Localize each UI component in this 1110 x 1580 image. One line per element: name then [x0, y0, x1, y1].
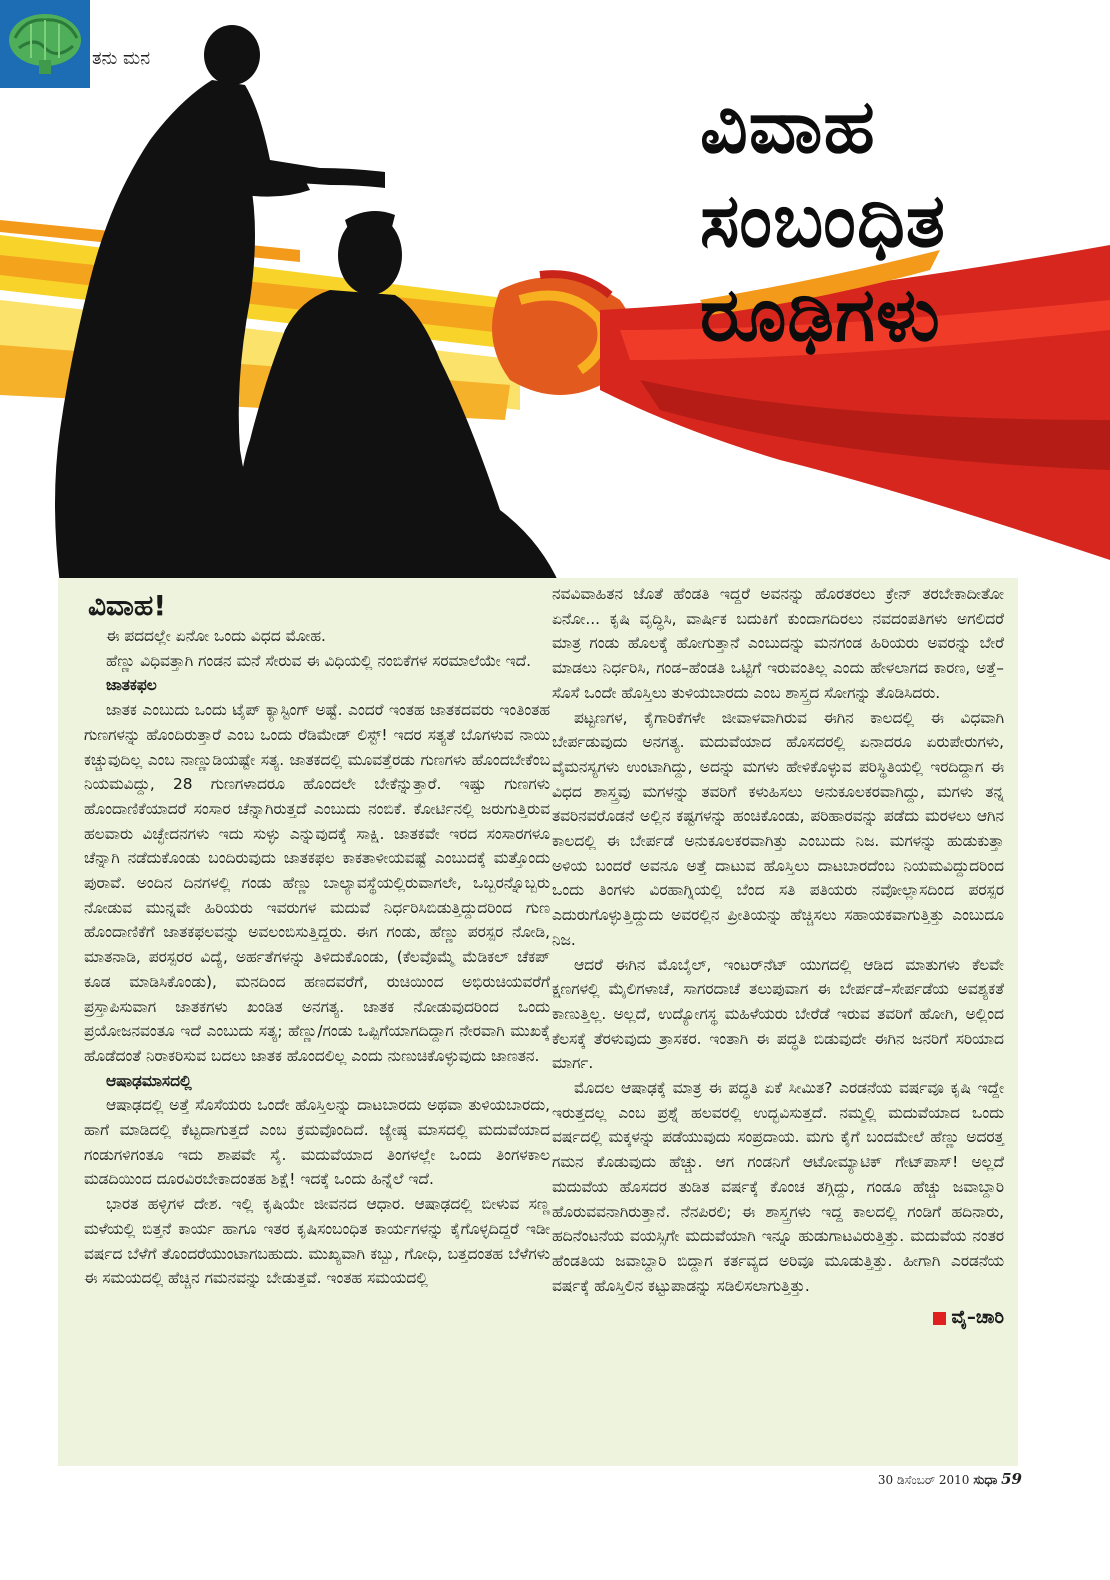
subheading-ashadha: ಆಷಾಢಮಾಸದಲ್ಲಿ: [106, 1071, 192, 1090]
paragraph: ನವವಿವಾಹಿತನ ಜೊತೆ ಹೆಂಡತಿ ಇದ್ದರೆ ಅವನನ್ನು ಹೊರತರಲು ಕ್ರೇನ್ ತರಬೇಕಾದೀತೋ ಏನೋ... ಕೃಷಿ ವೃದ್ಧಿಸಿ, ವಾರ್ಷಿಕ ಬದುಕಿಗೆ ಕುಂದಾಗದಿರಲು ನವದಂಪತಿಗಳು ಅಗಲಿದರೆ ಮಾತ್ರ ಗಂಡು ಹೊಲಕ್ಕೆ ಹೋಗುತ್ತಾನೆ ಎಂಬುದನ್ನು ಮನಗಂಡ ಹಿರಿಯರು ಅವರನ್ನು ಬೇರೆ ಮಾಡಲು ನಿರ್ಧರಿಸಿ, ಗಂಡ–ಹೆಂಡತಿ ಒಟ್ಟಿಗೆ ಇರುವಂತಿಲ್ಲ ಎಂದು ಹೇಳಲಾಗದ ಕಾರಣ, ಅತ್ತೆ–ಸೊಸೆ ಒಂದೇ ಹೊಸ್ತಿಲು ತುಳಿಯಬಾರದು ಎಂಬ ಶಾಸ್ತ್ರದ ಸೋಗನ್ನು ತೊಡಿಸಿದರು.: [552, 585, 1004, 702]
column-left: [84, 588, 550, 1291]
subheading-horoscope: ಜಾತಕಫಲ: [106, 676, 157, 695]
author-byline: [552, 1306, 1004, 1331]
paragraph: ಆಷಾಢದಲ್ಲಿ ಅತ್ತೆ ಸೊಸೆಯರು ಒಂದೇ ಹೊಸ್ತಿಲನ್ನು ದಾಟಬಾರದು ಅಥವಾ ತುಳಿಯಬಾರದು, ಹಾಗೆ ಮಾಡಿದಲ್ಲಿ ಕೆಟ್ಟದಾಗುತ್ತದೆ ಎಂಬ ಕ್ರಮವೊಂದಿದೆ. ಜ್ಯೇಷ್ಠ ಮಾಸದಲ್ಲಿ ಮದುವೆಯಾದ ಗಂಡುಗಳಿಗಂತೂ ಇದು ಶಾಪವೇ ಸೈ. ಮದುವೆಯಾದ ತಿಂಗಳಲ್ಲೇ ಒಂದು ತಿಂಗಳಕಾಲ ಮಡದಿಯಿಂದ ದೂರವಿರಬೇಕಾದಂತಹ ಶಿಕ್ಷೆ! ಇದಕ್ಕೆ ಒಂದು ಹಿನ್ನೆಲೆ ಇದೆ.: [84, 1096, 550, 1189]
paragraph: ಭಾರತ ಹಳ್ಳಿಗಳ ದೇಶ. ಇಲ್ಲಿ ಕೃಷಿಯೇ ಜೀವನದ ಆಧಾರ. ಆಷಾಢದಲ್ಲಿ ಬೀಳುವ ಸಣ್ಣ ಮಳೆಯಲ್ಲಿ ಬಿತ್ತನೆ ಕಾರ್ಯ ಹಾಗೂ ಇತರ ಕೃಷಿಸಂಬಂಧಿತ ಕಾರ್ಯಗಳನ್ನು ಕೈಗೊಳ್ಳದಿದ್ದರೆ ಇಡೀ ವರ್ಷದ ಬೆಳೆಗೆ ತೊಂದರೆಯುಂಟಾಗಬಹುದು. ಮುಖ್ಯವಾಗಿ ಕಬ್ಬು, ಗೋಧಿ, ಬತ್ತದಂತಹ ಬೆಳೆಗಳು ಈ ಸಮಯದಲ್ಲಿ ಹೆಚ್ಚಿನ ಗಮನವನ್ನು ಬೇಡುತ್ತವೆ. ಇಂತಹ ಸಮಯದಲ್ಲಿ: [84, 1195, 550, 1288]
article-body: [58, 578, 1018, 1466]
paragraph: ಈ ಪದದಲ್ಲೇ ಏನೋ ಒಂದು ವಿಧದ ಮೋಹ.: [106, 627, 326, 645]
title-line: ವಿವಾಹ: [700, 84, 876, 170]
column-right: [552, 582, 1004, 1331]
section-label: ತನು ಮನ: [92, 48, 151, 69]
paragraph: ಜಾತಕ ಎಂಬುದು ಒಂದು ಟೈಪ್ ಕ್ಯಾಸ್ಟಿಂಗ್ ಅಷ್ಟೆ. ಎಂದರೆ ಇಂತಹ ಜಾತಕದವರು ಇಂತಿಂತಹ ಗುಣಗಳನ್ನು ಹೊಂದಿರುತ್ತಾರೆ ಎಂಬ ಒಂದು ರೆಡಿಮೇಡ್ ಲಿಸ್ಟ್! ಇದರ ಸತ್ಯತೆ ಬೊಗಳುವ ನಾಯಿ ಕಚ್ಚುವುದಿಲ್ಲ ಎಂಬ ನಾಣ್ಣುಡಿಯಷ್ಟೇ ಸತ್ಯ. ಜಾತಕದಲ್ಲಿ ಮೂವತ್ತೆರಡು ಗುಣಗಳು ಹೊಂದಬೇಕೆಂಬ ನಿಯಮವಿದ್ದು, 28 ಗುಣಗಳಾದರೂ ಹೊಂದಲೇ ಬೇಕೆನ್ನುತ್ತಾರೆ. ಇಷ್ಟು ಗುಣಗಳು ಹೊಂದಾಣಿಕೆಯಾದರೆ ಸಂಸಾರ ಚೆನ್ನಾಗಿರುತ್ತದೆ ಎಂಬುದು ನಂಬಿಕೆ. ಕೋರ್ಟಿನಲ್ಲಿ ಜರುಗುತ್ತಿರುವ ಹಲವಾರು ವಿಚ್ಛೇದನಗಳು ಇದು ಸುಳ್ಳು ಎನ್ನುವುದಕ್ಕೆ ಸಾಕ್ಷಿ. ಜಾತಕವೇ ಇರದ ಸಂಸಾರಗಳೂ ಚೆನ್ನಾಗಿ ನಡೆದುಕೊಂಡು ಬಂದಿರುವುದು ಜಾತಕಫಲ ಕಾಕತಾಳೀಯವಷ್ಟೆ ಎಂಬುದಕ್ಕೆ ಮತ್ತೊಂದು ಪುರಾವೆ. ಅಂದಿನ ದಿನಗಳಲ್ಲಿ ಗಂಡು ಹೆಣ್ಣು ಬಾಲ್ಯಾವಸ್ಥೆಯಲ್ಲಿರುವಾಗಲೇ, ಒಬ್ಬರನ್ನೊಬ್ಬರು ನೋಡುವ ಮುನ್ನವೇ ಹಿರಿಯರು ಇವರುಗಳ ಮದುವೆ ನಿರ್ಧರಿಸಿಬಿಡುತ್ತಿದ್ದುದರಿಂದ ಗುಣ ಹೊಂದಾಣಿಕೆಗೆ ಜಾತಕಫಲವನ್ನು ಅವಲಂಬಿಸುತ್ತಿದ್ದರು. ಈಗ ಗಂಡು, ಹೆಣ್ಣು ಪರಸ್ಪರ ನೋಡಿ, ಮಾತನಾಡಿ, ಪರಸ್ಪರರ ವಿದ್ಯೆ, ಅರ್ಹತೆಗಳನ್ನು ತಿಳಿದುಕೊಂಡು, (ಕೆಲವೊಮ್ಮೆ ಮೆಡಿಕಲ್ ಚೆಕಪ್ ಕೂಡ ಮಾಡಿಸಿಕೊಂಡು), ಮನದಿಂದ ಹಣದವರೆಗೆ, ರುಚಿಯಿಂದ ಅಭಿರುಚಿಯವರೆಗೆ ಪ್ರಸ್ತಾಪಿಸುವಾಗ ಜಾತಕಗಳು ಖಂಡಿತ ಅನಗತ್ಯ. ಜಾತಕ ನೋಡುವುದರಿಂದ ಒಂದು ಪ್ರಯೋಜನವಂತೂ ಇದೆ ಎಂಬುದು ಸತ್ಯ; ಹೆಣ್ಣು/ಗಂಡು ಒಪ್ಪಿಗೆಯಾಗದಿದ್ದಾಗ ನೇರವಾಗಿ ಮುಖಕ್ಕೆ ಹೊಡೆದಂತೆ ನಿರಾಕರಿಸುವ ಬದಲು ಜಾತಕ ಹೊಂದಲಿಲ್ಲ ಎಂದು ನುಣುಚಿಕೊಳ್ಳುವುದು ಜಾಣತನ.: [84, 701, 550, 1065]
paragraph: ಆದರೆ ಈಗಿನ ಮೊಬೈಲ್, ಇಂಟರ್‌ನೆಟ್ ಯುಗದಲ್ಲಿ ಆಡಿದ ಮಾತುಗಳು ಕೆಲವೇ ಕ್ಷಣಗಳಲ್ಲಿ ಮೈಲಿಗಳಾಚೆ, ಸಾಗರದಾಚೆ ತಲುಪುವಾಗ ಈ ಬೇರ್ಪಡೆ–ಸೇರ್ಪಡೆಯ ಅವಶ್ಯಕತೆ ಕಾಣುತ್ತಿಲ್ಲ. ಅಲ್ಲದೆ, ಉದ್ಯೋಗಸ್ಥ ಮಹಿಳೆಯರು ಬೇರೆಡೆ ಇರುವ ತವರಿಗೆ ಹೋಗಿ, ಅಲ್ಲಿಂದ ಕೆಲಸಕ್ಕೆ ತೆರಳುವುದು ತ್ರಾಸಕರ. ಇಂತಾಗಿ ಈ ಪದ್ಧತಿ ಬಿಡುವುದೇ ಈಗಿನ ಜನರಿಗೆ ಸರಿಯಾದ ಮಾರ್ಗ.: [552, 955, 1004, 1073]
magazine-name: ಸುಧಾ: [973, 1473, 998, 1488]
author-name: ವೈ–ಚಾರಿ: [951, 1307, 1004, 1329]
paragraph: ಹೆಣ್ಣು ವಿಧಿವತ್ತಾಗಿ ಗಂಡನ ಮನೆ ಸೇರುವ ಈ ವಿಧಿಯಲ್ಲಿ ನಂಬಿಕೆಗಳ ಸರಮಾಲೆಯೇ ಇದೆ.: [106, 651, 532, 670]
issue-date: 30 ಡಿಸೆಂಬರ್ 2010: [877, 1473, 970, 1487]
page-number: 59: [1001, 1470, 1022, 1488]
article-title: [700, 80, 1080, 362]
paragraph: ಪಟ್ಟಣಗಳ, ಕೈಗಾರಿಕೆಗಳೇ ಜೀವಾಳವಾಗಿರುವ ಈಗಿನ ಕಾಲದಲ್ಲಿ ಈ ವಿಧವಾಗಿ ಬೇರ್ಪಡುವುದು ಅನಗತ್ಯ. ಮದುವೆಯಾದ ಹೊಸದರಲ್ಲಿ ಏನಾದರೂ ಏರುಪೇರುಗಳು, ವೈಮನಸ್ಯಗಳು ಉಂಟಾಗಿದ್ದು, ಅದನ್ನು ಮಗಳು ಹೇಳಿಕೊಳ್ಳುವ ಪರಿಸ್ಥಿತಿಯಲ್ಲಿ ಇರದಿದ್ದಾಗ ಈ ವಿಧದ ಶಾಸ್ತ್ರವು ಮಗಳನ್ನು ತವರಿಗೆ ಕಳುಹಿಸಲು ಅನುಕೂಲಕರವಾಗಿದ್ದು, ಮಗಳು ತನ್ನ ತವರಿನವರೊಡನೆ ಅಲ್ಲಿನ ಕಷ್ಟಗಳನ್ನು ಹಂಚಿಕೊಂಡು, ಪರಿಹಾರವನ್ನು ಪಡೆದು ಮರಳಲು ಆಗಿನ ಕಾಲದಲ್ಲಿ ಈ ಬೇರ್ಪಡೆ ಅನುಕೂಲಕರವಾಗಿತ್ತು ಎಂಬುದು ನಿಜ. ಮಗಳನ್ನು ಹುಡುಕುತ್ತಾ ಅಳಿಯ ಬಂದರೆ ಅವನೂ ಅತ್ತೆ ದಾಟುವ ಹೊಸ್ತಿಲು ದಾಟಬಾರದೆಂಬ ನಿಯಮವಿದ್ದುದರಿಂದ ಒಂದು ತಿಂಗಳು ವಿರಹಾಗ್ನಿಯಲ್ಲಿ ಬೆಂದ ಸತಿ ಪತಿಯರು ನವೋಲ್ಲಾಸದಿಂದ ಪರಸ್ಪರ ಎದುರುಗೊಳ್ಳುತ್ತಿದ್ದುದು ಅವರಲ್ಲಿನ ಪ್ರೀತಿಯನ್ನು ಹೆಚ್ಚಿಸಲು ಸಹಾಯಕವಾಗುತ್ತಿತ್ತು ಎಂಬುದೂ ನಿಜ.: [552, 708, 1004, 949]
author-marker-icon: [933, 1312, 946, 1325]
paragraph: ಮೊದಲ ಆಷಾಢಕ್ಕೆ ಮಾತ್ರ ಈ ಪದ್ಧತಿ ಏಕೆ ಸೀಮಿತ? ಎರಡನೆಯ ವರ್ಷವೂ ಕೃಷಿ ಇದ್ದೇ ಇರುತ್ತದಲ್ಲ ಎಂಬ ಪ್ರಶ್ನೆ ಹಲವರಲ್ಲಿ ಉದ್ಭವಿಸುತ್ತದೆ. ನಮ್ಮಲ್ಲಿ ಮದುವೆಯಾದ ಒಂದು ವರ್ಷದಲ್ಲಿ ಮಕ್ಕಳನ್ನು ಪಡೆಯುವುದು ಸಂಪ್ರದಾಯ. ಮಗು ಕೈಗೆ ಬಂದಮೇಲೆ ಹೆಣ್ಣು ಅದರತ್ತ ಗಮನ ಕೊಡುವುದು ಹೆಚ್ಚು. ಆಗ ಗಂಡನಿಗೆ ಆಟೋಮ್ಯಾಟಿಕ್ ಗೇಟ್‌ಪಾಸ್! ಅಲ್ಲದೆ ಮದುವೆಯ ಹೊಸದರ ತುಡಿತ ವರ್ಷಕ್ಕೆ ಕೊಂಚ ತಗ್ಗಿದ್ದು, ಗಂಡೂ ಹೆಚ್ಚು ಜವಾಬ್ದಾರಿ ಹೊರುವವನಾಗಿರುತ್ತಾನೆ. ನೆನಪಿರಲಿ; ಈ ಶಾಸ್ತ್ರಗಳು ಇದ್ದ ಕಾಲದಲ್ಲಿ ಗಂಡಿಗೆ ಹದಿನಾರು, ಹದಿನೆಂಟನೆಯ ವಯಸ್ಸಿಗೇ ಮದುವೆಯಾಗಿ ಇನ್ನೂ ಹುಡುಗಾಟವಿರುತ್ತಿತ್ತು. ಮದುವೆಯ ನಂತರ ಹೆಂಡತಿಯ ಜವಾಬ್ದಾರಿ ಬಿದ್ದಾಗ ಕರ್ತವ್ಯದ ಅರಿವೂ ಮೂಡುತ್ತಿತ್ತು. ಹೀಗಾಗಿ ಎರಡನೆಯ ವರ್ಷಕ್ಕೆ ಹೊಸ್ತಿಲಿನ ಕಟ್ಟುಪಾಡನ್ನು ಸಡಿಲಿಸಲಾಗುತ್ತಿತ್ತು.: [552, 1079, 1004, 1295]
page-footer: [878, 1470, 1022, 1488]
title-line: ರೂಢಿಗಳು: [700, 272, 941, 358]
article-heading: ವಿವಾಹ!: [88, 589, 167, 622]
title-line: ಸಂಬಂಧಿತ: [700, 178, 946, 264]
